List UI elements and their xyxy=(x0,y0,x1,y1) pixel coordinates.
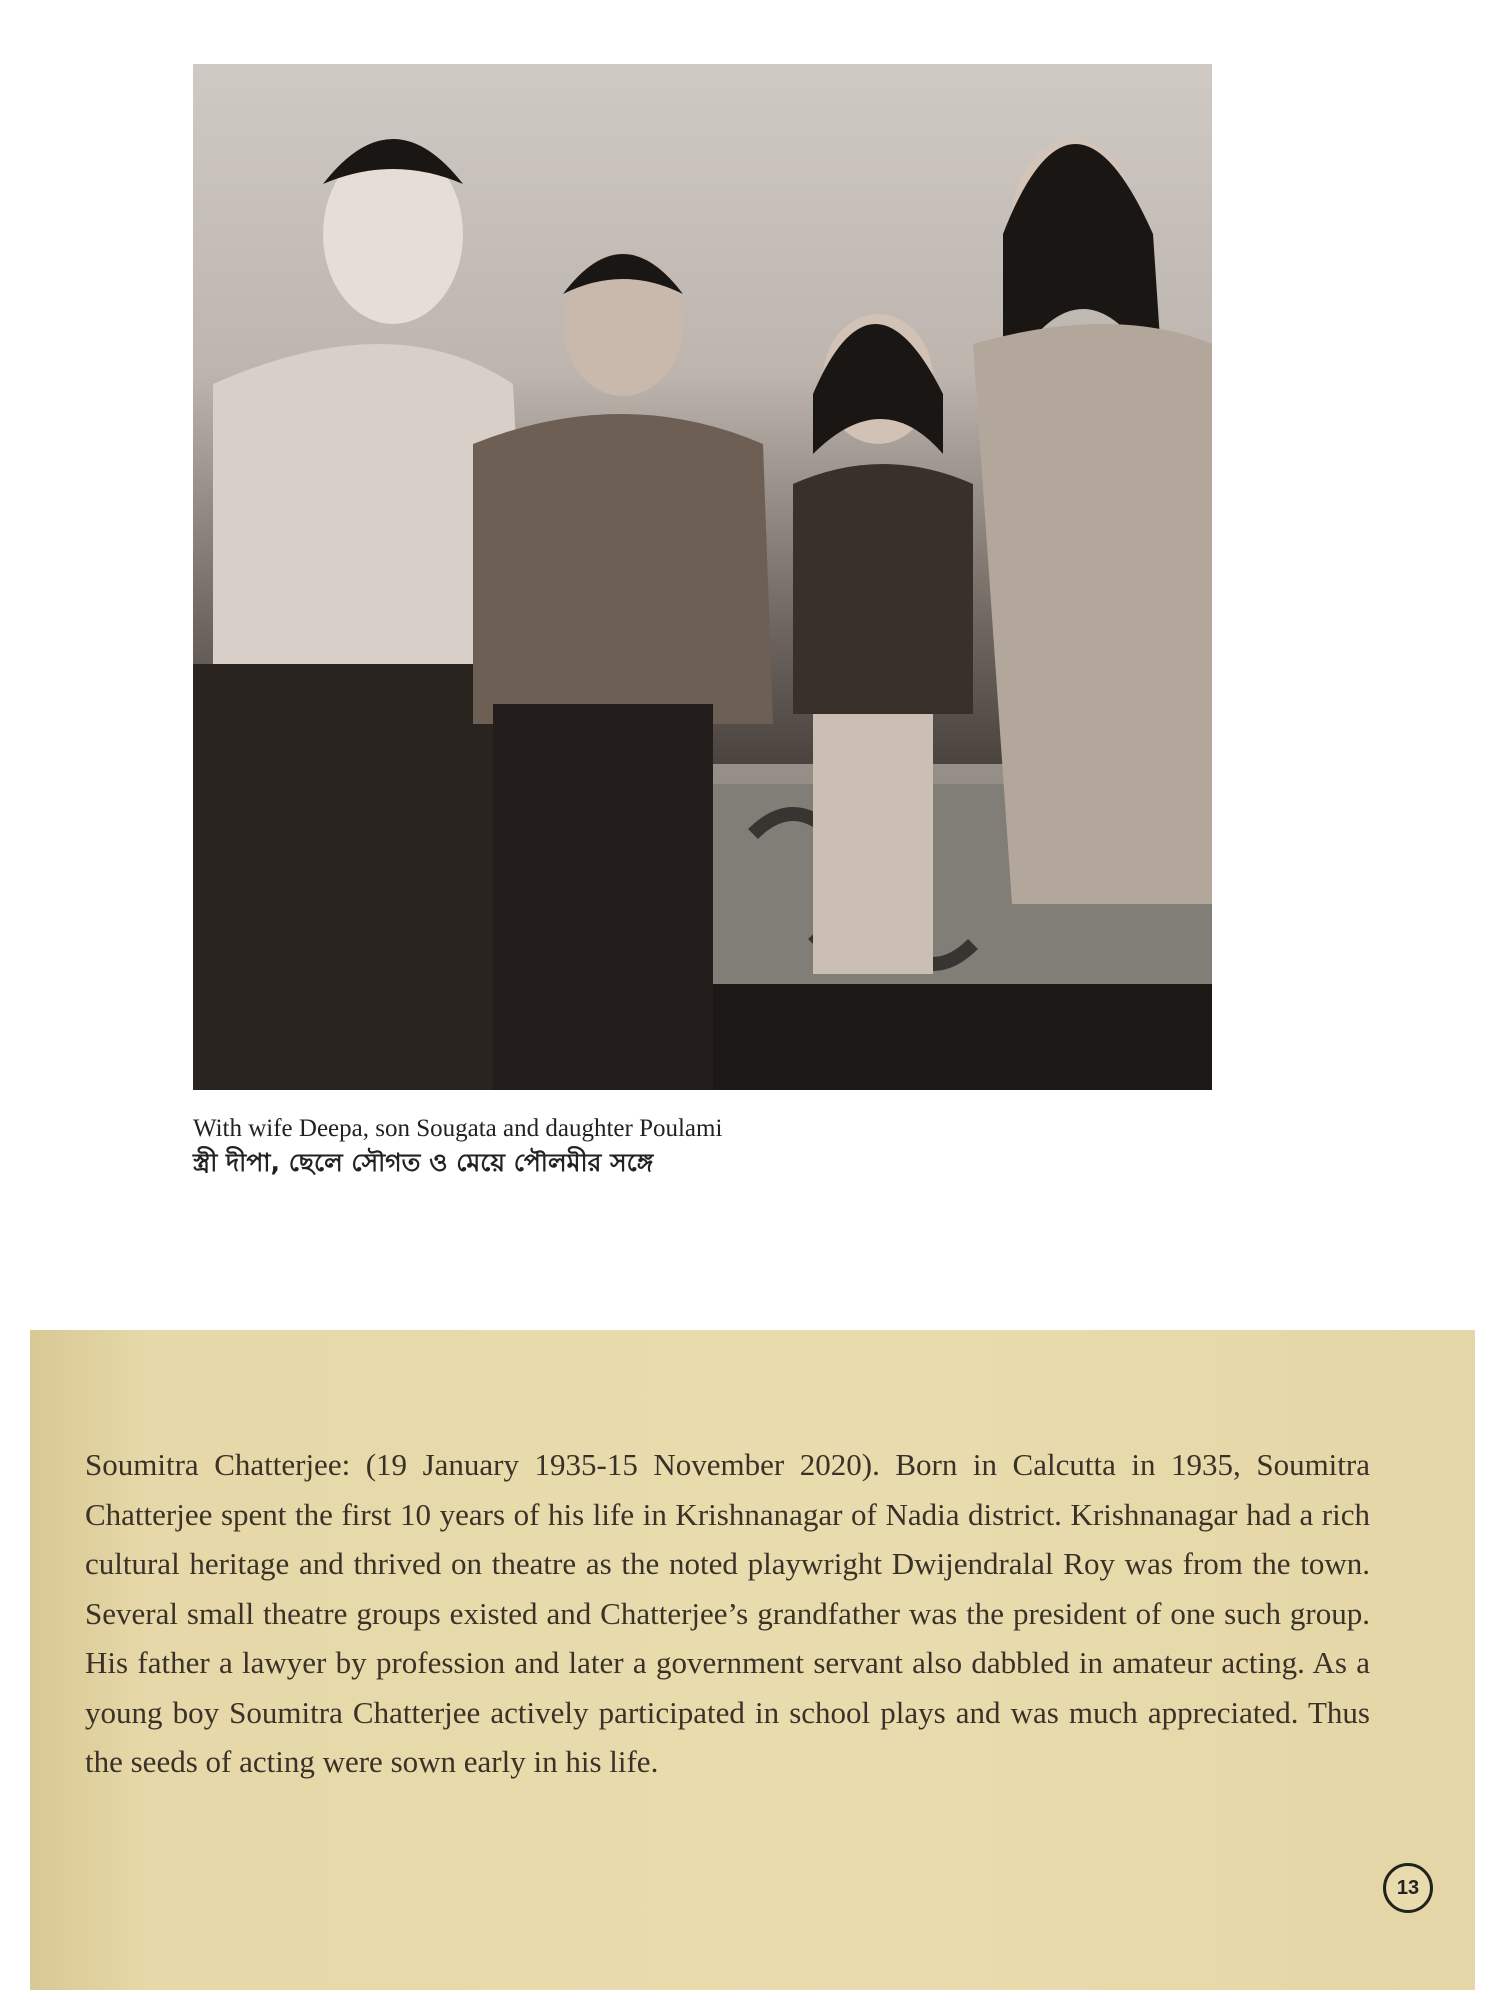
biography-panel xyxy=(30,1330,1475,1990)
family-photo xyxy=(193,64,1212,1090)
caption-english: With wife Deepa, son Sougata and daughter Poulami xyxy=(193,1115,723,1142)
caption-bengali: স্ত্রী দীপা, ছেলে সৌগত ও মেয়ে পৌলমীর সঙ্গে xyxy=(193,1148,654,1177)
photo-caption xyxy=(193,1112,722,1180)
family-photo-illustration xyxy=(193,64,1212,1090)
page-number: 13 xyxy=(1383,1863,1433,1913)
mother-figure xyxy=(973,139,1212,904)
biography-paragraph: Soumitra Chatterjee: (19 January 1935-15 November 2020). Born in Calcutta in 1935, Soumitra Chatterjee spent the first 10 years of his life in Krishnanagar of Nadia district. Krishnanagar had a rich cultural heritage and thrived on theatre as the noted playwright Dwijendralal Roy was from the town. Several small theatre groups existed and Chatterjee’s grandfather was the president of one such group. His father a lawyer by profession and later a government servant also dabbled in amateur acting. As a young boy Soumitra Chatterjee actively participated in school plays and was much appreciated. Thus the seeds of acting were sown early in his life. xyxy=(85,1447,1370,1779)
